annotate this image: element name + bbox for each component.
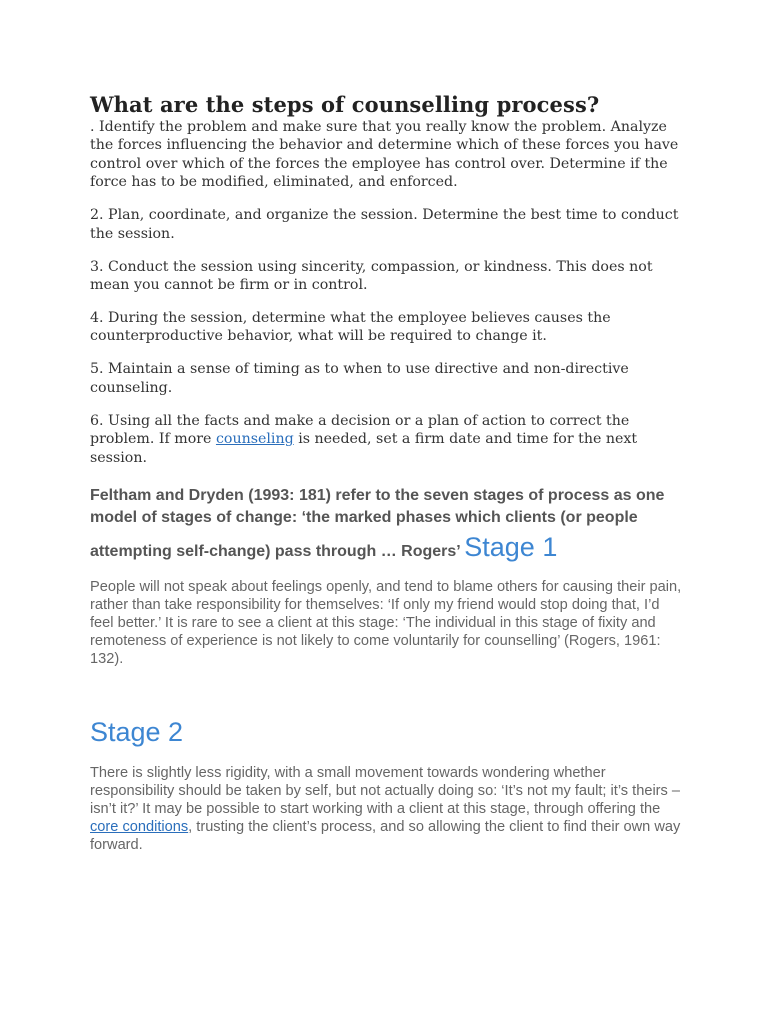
feltham-text: Feltham and Dryden (1993: 181) refer to the seven stages of process as one model of stages of change: ‘the marked phases which clients (or people attempting self-change) pass through … Rogers’: [90, 487, 665, 561]
stage-2-description: [90, 764, 682, 854]
stage-2-text-before: There is slightly less rigidity, with a small movement towards wondering whether responsibility should be taken by self, but not actually doing so: ‘It’s not my fault; it’s theirs – isn’t it?’ It may be possible to start working with a client at this stage, through offering the: [90, 765, 681, 818]
step-6-text-after: is needed, set a firm date and time for the next session.: [90, 431, 638, 466]
page-title: What are the steps of counselling process?: [90, 92, 600, 117]
stage-1-heading: Stage 1: [464, 532, 558, 563]
step-5: 5. Maintain a sense of timing as to when to use directive and non-directive counseling.: [90, 361, 629, 396]
step-1: . Identify the problem and make sure that you really know the problem. Analyze the forces influencing the behavior and determine which of these forces you have control over which of the forces the employee has control over. Determine if the force has to be modified, eliminated, and enforced.: [90, 119, 679, 191]
step-6: [90, 412, 682, 467]
step-4: 4. During the session, determine what the employee believes causes the counterproductive behavior, what will be required to change it.: [90, 310, 611, 345]
core-conditions-link[interactable]: core conditions: [90, 819, 189, 836]
step-2: 2. Plan, coordinate, and organize the session. Determine the best time to conduct the session.: [90, 207, 679, 242]
feltham-paragraph: [90, 485, 682, 565]
stage-2-text-after: , trusting the client’s process, and so allowing the client to find their own way forward.: [90, 819, 681, 854]
stage-2-heading: Stage 2: [90, 717, 184, 748]
step-6-text-before: 6. Using all the facts and make a decision or a plan of action to correct the problem. If more: [90, 412, 630, 448]
stage-1-description: People will not speak about feelings openly, and tend to blame others for causing their pain, rather than take responsibility for themselves: ‘If only my friend would stop doing that, I’d feel better.’ It is rare to see a client at this stage: ‘The individual in this stage of fixity and remoteness of experience is not likely to come voluntarily for counselling’ (Rogers, 1961: 132).: [90, 579, 682, 668]
step-3: 3. Conduct the session using sincerity, compassion, or kindness. This does not mean you cannot be firm or in control.: [90, 258, 653, 294]
document-page: [90, 92, 682, 854]
counseling-link[interactable]: counseling: [215, 431, 294, 448]
